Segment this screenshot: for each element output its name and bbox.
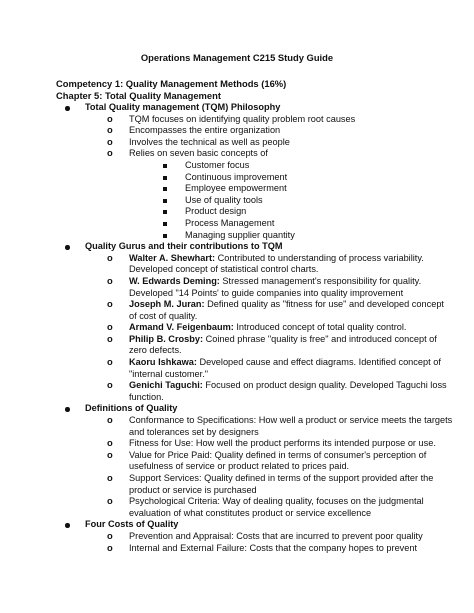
circle-bullet-icon: o	[107, 495, 113, 507]
concepts-list	[129, 160, 454, 241]
section-gurus	[56, 241, 454, 403]
circle-bullet-icon: o	[107, 135, 113, 147]
concept-item: Customer focus	[157, 160, 454, 172]
square-bullet-icon	[163, 199, 167, 203]
circle-bullet-icon: o	[107, 379, 113, 391]
list-item: o Conformance to Specifications: How well a product or service meets the targets and tolerances set by designers	[107, 414, 453, 437]
list-item: o Encompasses the entire organization	[107, 124, 281, 136]
document-title: Operations Management C215 Study Guide	[140, 52, 334, 63]
list-item: o TQM focuses on identifying quality problem root causes	[107, 112, 356, 124]
circle-bullet-icon: o	[107, 332, 113, 344]
list-item: o Armand V. Feigenbaum: Introduced concept of total quality control.	[107, 321, 407, 333]
list-item: o Kaoru Ishkawa: Developed cause and effect diagrams. Identified concept of "internal customer."	[107, 356, 441, 379]
section-heading: Four Costs of Quality	[85, 519, 179, 530]
section-definitions	[56, 403, 454, 519]
list-item: o Support Services: Quality defined in terms of the support provided after the product or service is purchased	[107, 472, 434, 495]
list-item: o Relies on seven basic concepts of Customer focus Continuous improvement Employee empowerment Use of quality tools Product design Process Management Managing supplier quantity	[100, 148, 454, 241]
list-item: o Value for Price Paid: Quality defined in terms of consumer's perception of usefulness of service or product related to prices paid.	[107, 448, 427, 472]
square-bullet-icon	[163, 164, 167, 168]
chapter-heading: Chapter 5: Total Quality Management	[56, 90, 221, 101]
concept-item: Continuous improvement	[157, 172, 454, 184]
square-bullet-icon	[163, 210, 167, 214]
list-item: o Joseph M. Juran: Defined quality as "fitness for use" and developed concept of cost of quality.	[107, 298, 444, 321]
circle-bullet-icon: o	[107, 124, 113, 136]
list-item: o Psychological Criteria: Way of dealing quality, focuses on the judgmental evaluation of what constitutes product or service excellence	[107, 495, 424, 518]
list-item: o Involves the technical as well as people	[107, 135, 290, 147]
square-bullet-icon	[163, 234, 167, 238]
list-item: o Genichi Taguchi: Focused on product design quality. Developed Taguchi loss function.	[107, 379, 447, 402]
circle-bullet-icon: o	[107, 448, 113, 460]
list-item: o Walter A. Shewhart: Contributed to understanding of process variability. Developed concept of statistical control charts.	[107, 251, 424, 275]
circle-bullet-icon: o	[107, 147, 113, 159]
circle-bullet-icon: o	[107, 437, 113, 449]
section-heading: Definitions of Quality	[85, 403, 178, 414]
list-item: o Internal and External Failure: Costs that the company hopes to prevent	[107, 541, 418, 553]
circle-bullet-icon: o	[107, 112, 113, 124]
list-item: o Philip B. Crosby: Coined phrase "quality is free" and introduced concept of zero defects.	[107, 332, 437, 356]
definitions-items	[85, 415, 454, 519]
gurus-items	[85, 253, 454, 404]
concept-item: Product design	[157, 206, 454, 218]
section-heading: Total Quality management (TQM) Philosophy	[85, 102, 281, 112]
section-tqm	[56, 102, 454, 241]
circle-bullet-icon: o	[107, 251, 113, 263]
concept-item: Managing supplier quantity	[157, 230, 454, 242]
list-item: o Prevention and Appraisal: Costs that are incurred to prevent poor quality	[107, 529, 423, 541]
section-heading: Quality Gurus and their contributions to TQM	[85, 241, 283, 252]
square-bullet-icon	[163, 176, 167, 180]
circle-bullet-icon: o	[107, 274, 113, 286]
circle-bullet-icon: o	[107, 414, 113, 426]
competency-heading: Competency 1: Quality Management Methods (16%)	[56, 78, 287, 89]
section-costs	[56, 519, 454, 554]
square-bullet-icon	[163, 222, 167, 226]
concept-item: Process Management	[157, 218, 454, 230]
bullet-icon	[65, 407, 70, 412]
circle-bullet-icon: o	[107, 356, 113, 368]
circle-bullet-icon: o	[107, 321, 113, 333]
list-item: o W. Edwards Deming: Stressed management's responsibility for quality. Developed "14 Points' to guide companies into quality improvement	[107, 274, 422, 298]
list-item: o Fitness for Use: How well the product performs its intended purpose or use.	[107, 437, 436, 449]
concept-item: Employee empowerment	[157, 183, 454, 195]
bullet-icon	[65, 523, 70, 528]
circle-bullet-icon: o	[107, 529, 113, 541]
bullet-icon	[65, 106, 70, 111]
square-bullet-icon	[163, 187, 167, 191]
costs-items	[85, 531, 454, 554]
circle-bullet-icon: o	[107, 541, 113, 553]
circle-bullet-icon: o	[107, 298, 113, 310]
concept-item: Use of quality tools	[157, 195, 454, 207]
circle-bullet-icon: o	[107, 472, 113, 483]
bullet-icon	[65, 245, 70, 250]
tqm-items	[85, 114, 454, 242]
section-list	[56, 102, 454, 554]
